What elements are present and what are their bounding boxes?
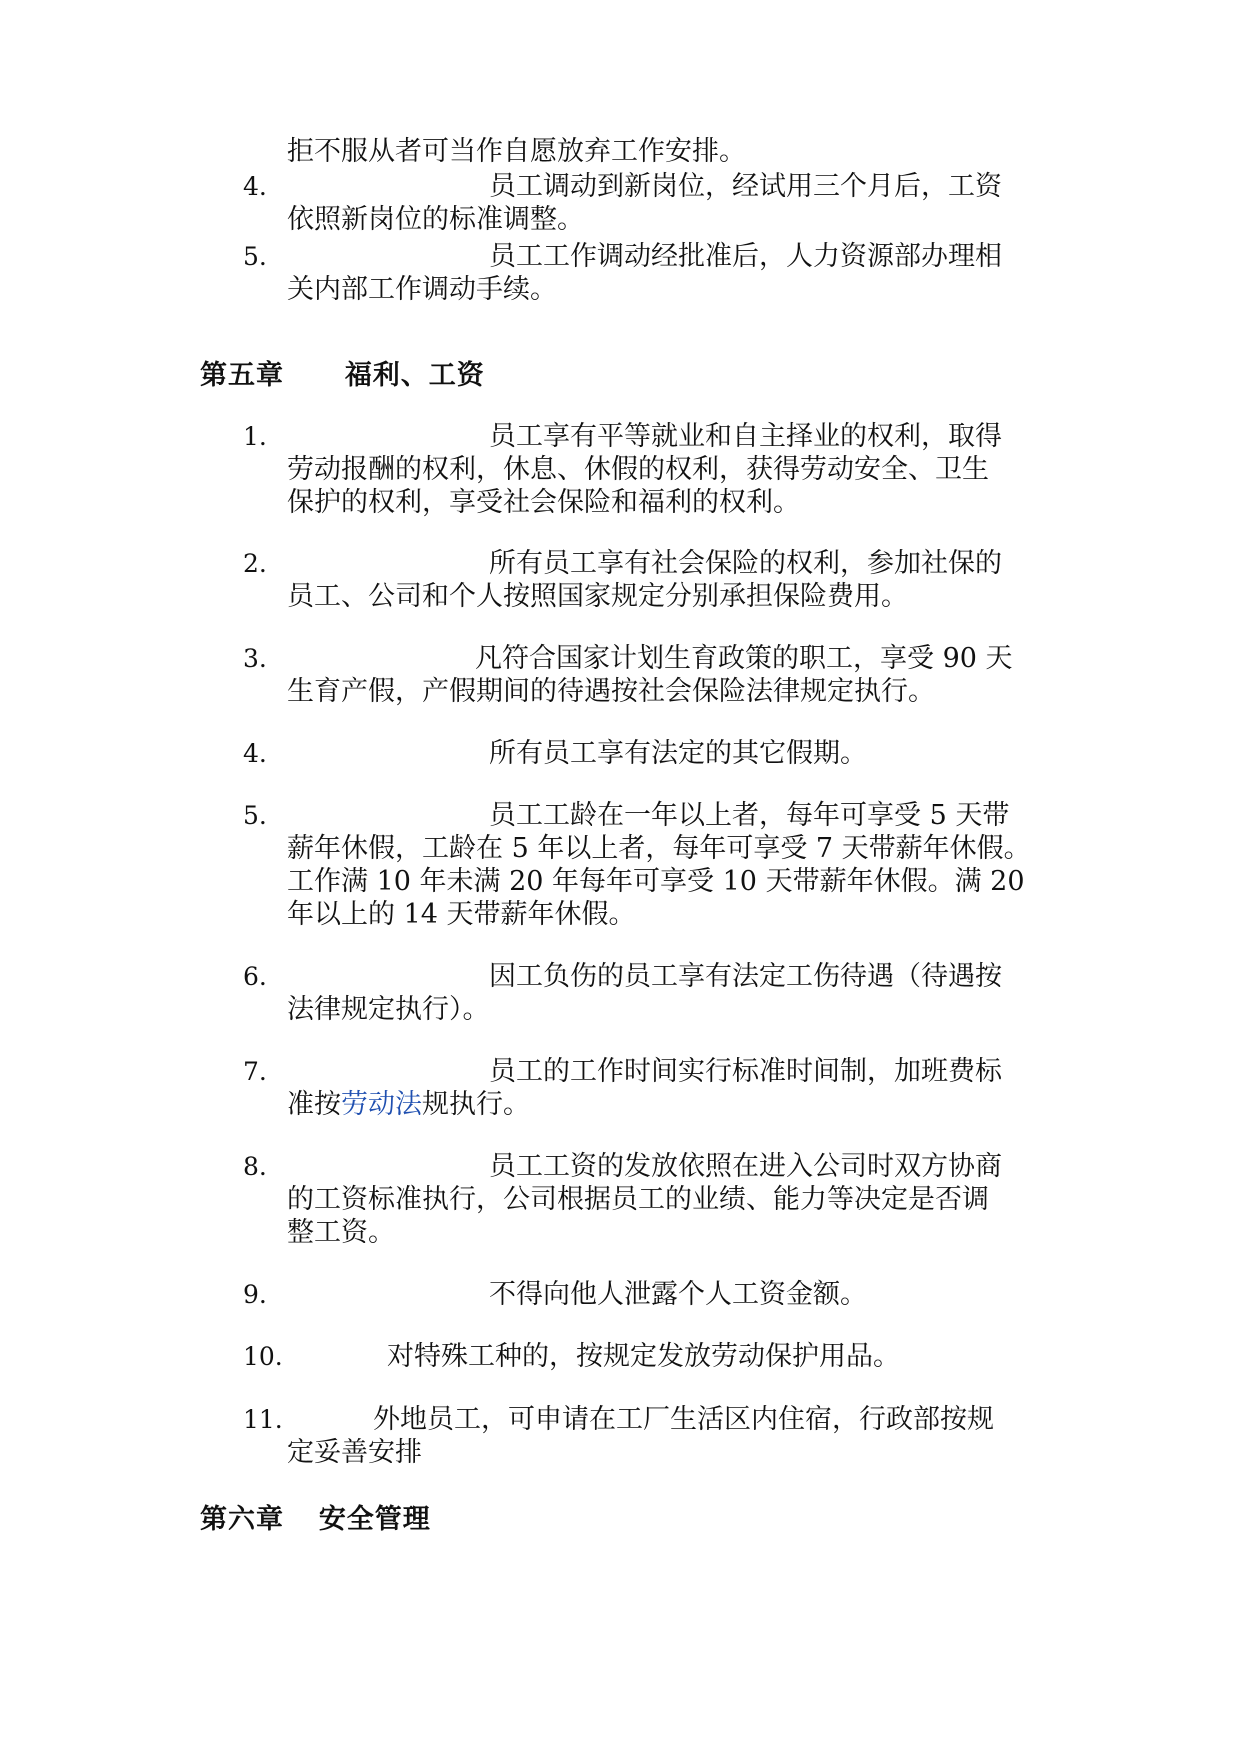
item-number: 4. [243,172,267,201]
item-text: 整工资。 [287,1217,395,1248]
item-text-suffix: 规执行。 [422,1089,530,1120]
item-text: 生育产假，产假期间的待遇按社会保险法律规定执行。 [287,676,935,707]
item-number: 5. [243,801,267,830]
item-text: 员工工龄在一年以上者，每年可享受 5 天带 [489,800,1010,831]
item-number: 3. [243,644,267,673]
item-text: 员工工资的发放依照在进入公司时双方协商 [489,1151,1002,1182]
item-text: 员工调动到新岗位，经试用三个月后，工资 [489,171,1002,202]
chapter-title: 福利、工资 [344,360,485,391]
chapter-title: 安全管理 [318,1504,431,1535]
item-text: 依照新岗位的标准调整。 [287,204,584,235]
item-text: 因工负伤的员工享有法定工伤待遇（待遇按 [489,961,1002,992]
item-text: 员工工作调动经批准后，人力资源部办理相 [489,241,1002,272]
item-text: 的工资标准执行，公司根据员工的业绩、能力等决定是否调 [287,1184,989,1215]
item-number: 10. [243,1342,283,1371]
chapter-number: 第五章 [200,360,284,391]
item-text: 员工享有平等就业和自主择业的权利，取得 [489,421,1002,452]
item-number: 11. [243,1405,283,1434]
item-number: 9. [243,1280,267,1309]
chapter-heading [200,1497,431,1536]
labor-law-link[interactable]: 劳动法 [341,1089,422,1120]
item-text: 员工的工作时间实行标准时间制，加班费标 [489,1056,1002,1087]
item-text: 保护的权利，享受社会保险和福利的权利。 [287,487,800,518]
item-number: 7. [243,1057,267,1086]
item-text: 外地员工，可申请在工厂生活区内住宿，行政部按规 [373,1404,994,1435]
chapter-number: 第六章 [200,1504,284,1535]
item-number: 8. [243,1152,267,1181]
chapter-heading [200,353,485,392]
item-number: 5. [243,242,267,271]
item-text-prefix: 准按 [287,1089,341,1120]
continuation-text: 拒不服从者可当作自愿放弃工作安排。 [287,136,746,167]
item-number: 4. [243,739,267,768]
item-text [287,1088,530,1121]
item-text: 年以上的 14 天带薪年休假。 [287,899,636,930]
item-text: 工作满 10 年未满 20 年每年可享受 10 天带薪年休假。满 20 [287,866,1025,897]
item-text: 不得向他人泄露个人工资金额。 [489,1279,867,1310]
item-text: 凡符合国家计划生育政策的职工，享受 90 天 [475,643,1013,674]
item-text: 关内部工作调动手续。 [287,274,557,305]
item-text: 所有员工享有社会保险的权利，参加社保的 [489,548,1002,579]
item-number: 6. [243,962,267,991]
item-text: 对特殊工种的，按规定发放劳动保护用品。 [387,1341,900,1372]
item-number: 2. [243,549,267,578]
item-text: 员工、公司和个人按照国家规定分别承担保险费用。 [287,581,908,612]
item-number: 1. [243,422,267,451]
item-text: 定妥善安排 [287,1437,422,1468]
item-text: 所有员工享有法定的其它假期。 [489,738,867,769]
item-text: 劳动报酬的权利，休息、休假的权利，获得劳动安全、卫生 [287,454,989,485]
item-text: 薪年休假，工龄在 5 年以上者，每年可享受 7 天带薪年休假。 [287,833,1031,864]
item-text: 法律规定执行）。 [287,994,490,1025]
